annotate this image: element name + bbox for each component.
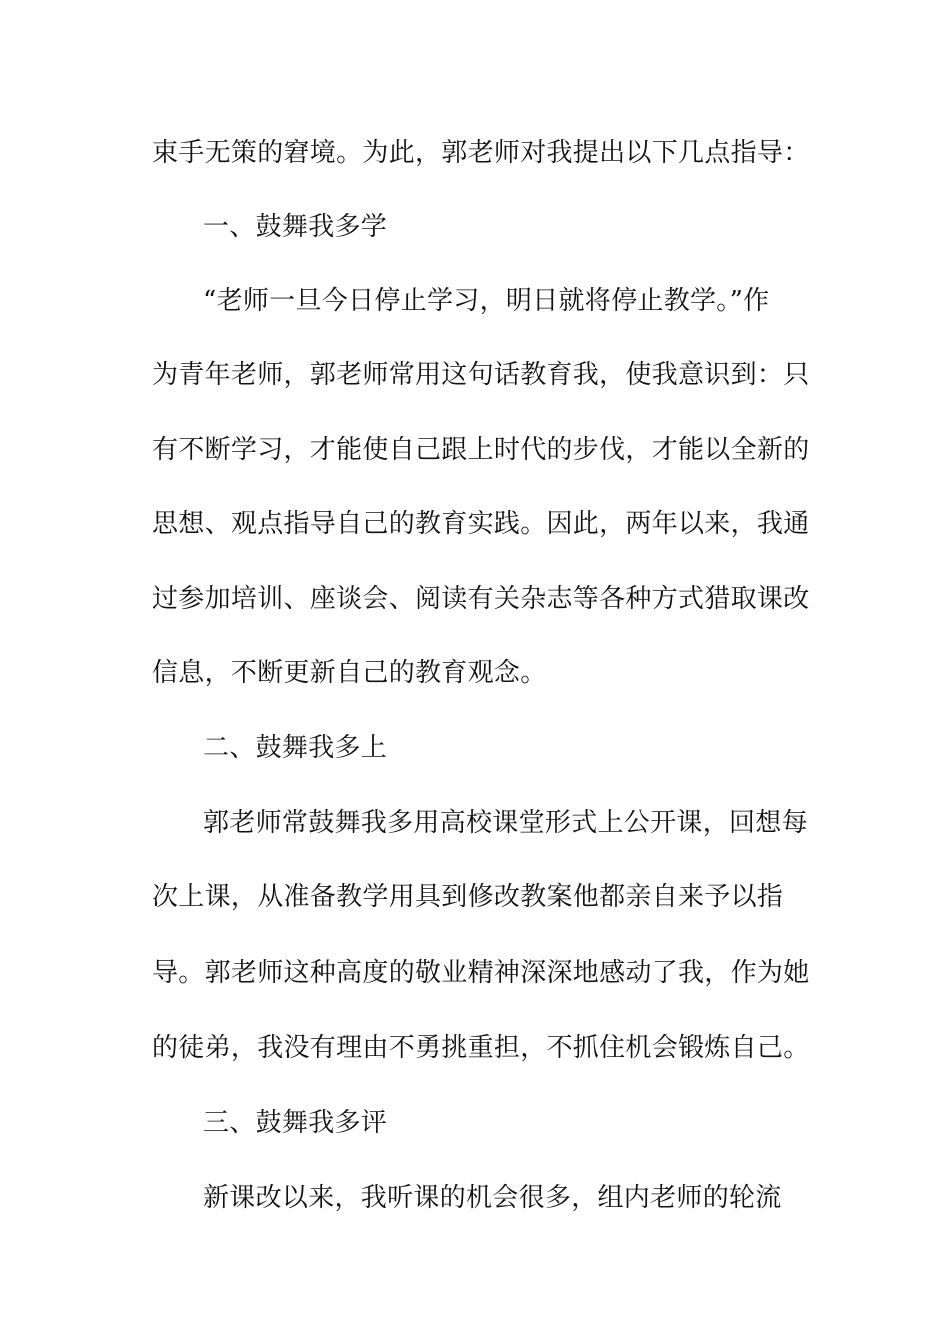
paragraph-line: “老师一旦今日停止学习，明日就将停止教学。”作 (203, 286, 770, 316)
paragraph-line: 的徒弟，我没有理由不勇挑重担，不抓住机会锻炼自己。 (152, 1033, 810, 1063)
paragraph-line: 过参加培训、座谈会、阅读有关杂志等各种方式猎取课改 (152, 584, 810, 614)
paragraph-line: 郭老师常鼓舞我多用高校课堂形式上公开课，回想每 (203, 808, 808, 838)
paragraph-line: 新课改以来，我听课的机会很多，组内老师的轮流 (203, 1183, 782, 1213)
paragraph-line: 信息，不断更新自己的教育观念。 (152, 658, 547, 688)
paragraph-line: 思想、观点指导自己的教育实践。因此，两年以来，我通 (152, 509, 810, 539)
paragraph-line: 次上课，从准备教学用具到修改教案他都亲自来予以指 (152, 882, 784, 912)
paragraph-line: 束手无策的窘境。为此，郭老师对我提出以下几点指导： (152, 138, 810, 168)
section-heading: 一、鼓舞我多学 (203, 212, 388, 242)
paragraph-line: 有不断学习，才能使自己跟上时代的步伐，才能以全新的 (152, 435, 810, 465)
paragraph-line: 导。郭老师这种高度的敬业精神深深地感动了我，作为她 (152, 958, 810, 988)
section-heading: 三、鼓舞我多评 (203, 1108, 388, 1138)
paragraph-line: 为青年老师，郭老师常用这句话教育我，使我意识到：只 (152, 360, 810, 390)
section-heading: 二、鼓舞我多上 (203, 733, 388, 763)
